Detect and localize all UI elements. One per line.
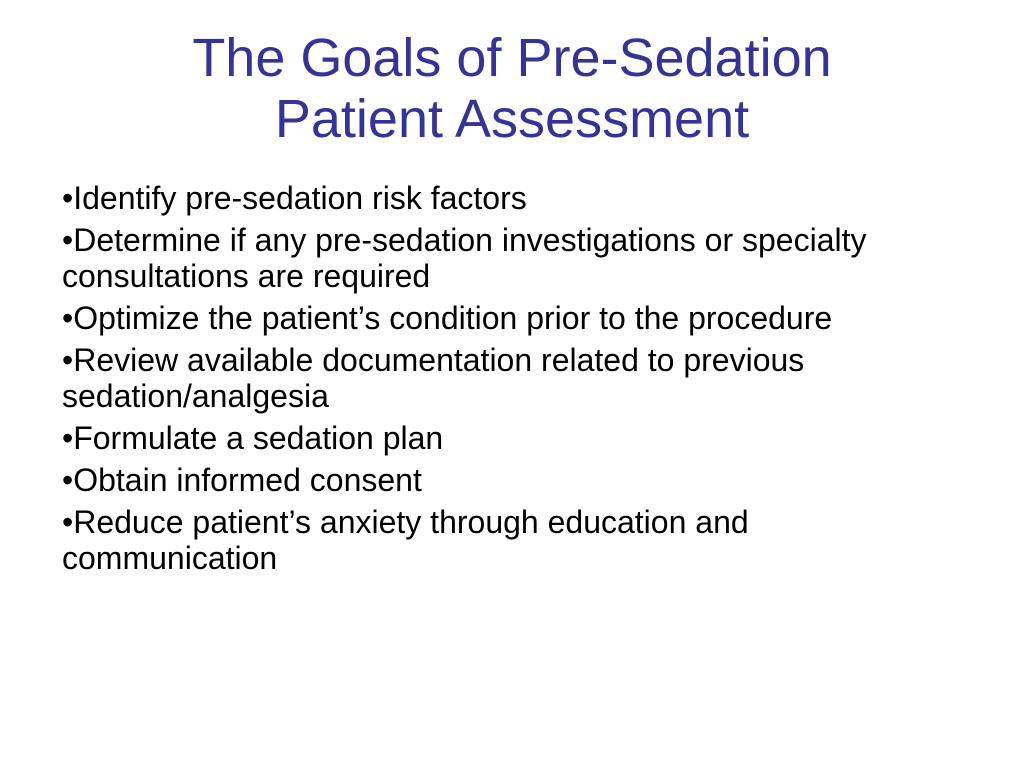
bullet-glyph: • (62, 222, 74, 258)
bullet-glyph: • (62, 504, 74, 540)
bullet-glyph: • (62, 420, 74, 456)
bullet-item (62, 420, 962, 456)
bullet-text: Review available documentation related to previous sedation/analgesia (62, 342, 805, 414)
bullet-list (62, 180, 962, 582)
bullet-text: Identify pre-sedation risk factors (73, 180, 527, 216)
bullet-glyph: • (62, 180, 74, 216)
slide-title (60, 28, 964, 150)
slide-title-line-2: Patient Assessment (274, 89, 750, 149)
bullet-glyph: • (62, 300, 74, 336)
bullet-glyph: • (62, 462, 74, 498)
bullet-item (62, 180, 962, 216)
bullet-text: Formulate a sedation plan (73, 420, 444, 456)
bullet-text: Determine if any pre-sedation investigations or specialty consultations are required (62, 222, 867, 294)
bullet-text: Optimize the patient’s condition prior to the procedure (73, 300, 833, 336)
bullet-text: Obtain informed consent (73, 462, 422, 498)
bullet-item (62, 222, 962, 294)
bullet-item (62, 462, 962, 498)
slide-title-line-1: The Goals of Pre-Sedation (192, 28, 832, 88)
bullet-item (62, 504, 962, 576)
bullet-text: Reduce patient’s anxiety through education and communication (62, 504, 749, 576)
bullet-item (62, 342, 962, 414)
bullet-item (62, 300, 962, 336)
bullet-glyph: • (62, 342, 74, 378)
